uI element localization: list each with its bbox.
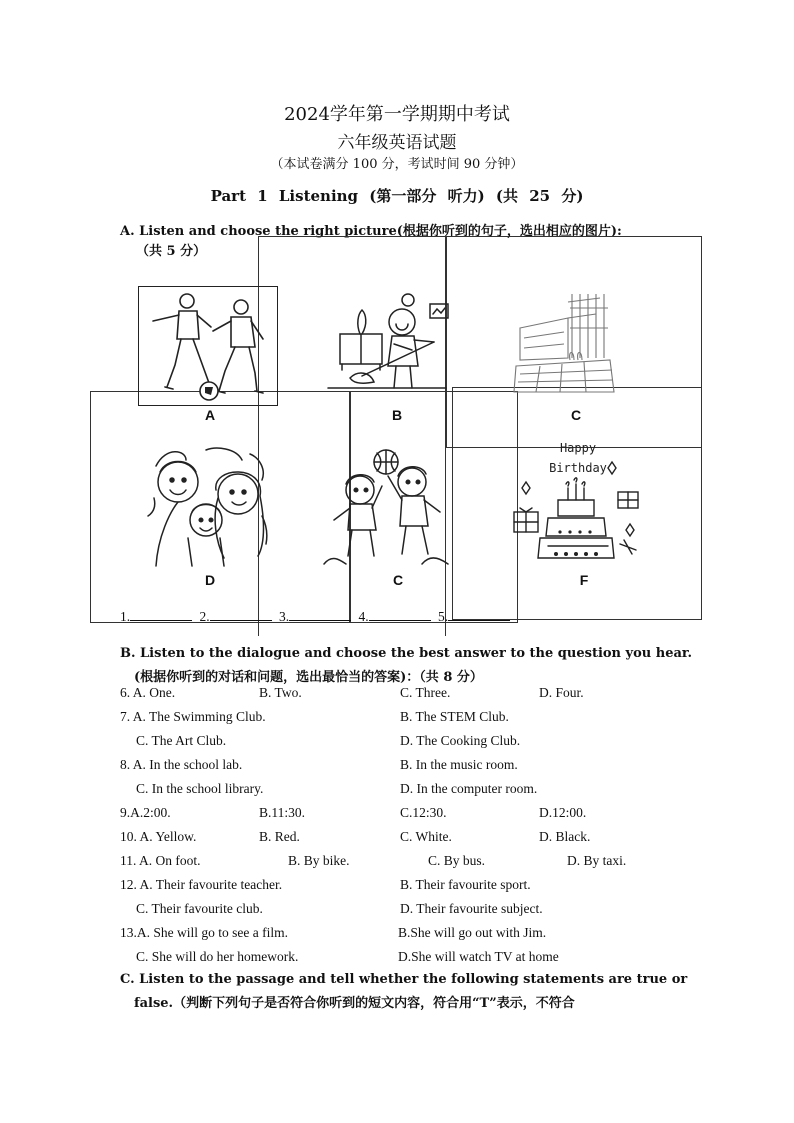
question-option[interactable]: D. The Cooking Club.	[400, 733, 521, 748]
question-option-a[interactable]: C. The Art Club.	[136, 733, 227, 748]
football-players-icon	[139, 287, 277, 405]
question-option[interactable]: C. Three.	[400, 685, 451, 700]
picture-label-c: C	[570, 407, 582, 423]
section-c-instruction: C. Listen to the passage and tell whether the following statements are true or	[120, 972, 688, 987]
question-option-a[interactable]: 9.A.2:00.	[120, 805, 171, 820]
exam-title: 2024学年第一学期期中考试	[284, 104, 510, 125]
blank-1-label: 1.	[120, 609, 131, 624]
question-option[interactable]: D. Their favourite subject.	[400, 901, 543, 916]
picture-d	[146, 446, 270, 570]
swimming-pool-icon	[510, 288, 616, 394]
exam-subtitle: 六年级英语试题	[337, 133, 457, 153]
blank-2-label: 2.	[199, 609, 210, 624]
question-option[interactable]: C.12:30.	[400, 805, 447, 820]
question-option[interactable]: C. White.	[400, 829, 452, 844]
question-option[interactable]: D. Black.	[539, 829, 591, 844]
picture-label-f: F	[579, 572, 589, 588]
question-option[interactable]: D.She will watch TV at home	[398, 949, 559, 964]
question-option[interactable]: B. Red.	[259, 829, 300, 844]
cake-text-birthday: Birthday	[549, 461, 607, 475]
question-option[interactable]: B. By bike.	[288, 853, 350, 868]
question-option[interactable]: D. Four.	[539, 685, 584, 700]
section-a-points: （共 5 分）	[136, 244, 207, 259]
boys-playing-ball-icon	[322, 446, 452, 568]
picture-f	[508, 438, 646, 566]
blank-5[interactable]	[448, 608, 510, 621]
question-option[interactable]: B. The STEM Club.	[400, 709, 509, 724]
section-a-instruction: A. Listen and choose the right picture(根据你听到的句子，选出相应的图片):	[120, 224, 622, 239]
question-option-a[interactable]: 6. A. One.	[120, 685, 176, 700]
exam-note: （本试卷满分 100 分，考试时间 90 分钟）	[270, 157, 524, 172]
question-option[interactable]: D. By taxi.	[567, 853, 627, 868]
blank-4-label: 4.	[358, 609, 369, 624]
question-option[interactable]: C. By bus.	[428, 853, 486, 868]
question-option-a[interactable]: C. Their favourite club.	[136, 901, 263, 916]
family-portrait-icon	[146, 446, 270, 570]
question-option[interactable]: B.She will go out with Jim.	[398, 925, 547, 940]
cake-text-happy: Happy	[559, 441, 597, 455]
question-option[interactable]: D. In the computer room.	[400, 781, 538, 796]
picture-label-b: B	[391, 407, 403, 423]
question-option-a[interactable]: 8. A. In the school lab.	[120, 757, 243, 772]
picture-label-d: D	[204, 572, 216, 588]
question-option[interactable]: B. Their favourite sport.	[400, 877, 531, 892]
answer-blanks	[120, 608, 514, 625]
question-option-a[interactable]: 12. A. Their favourite teacher.	[120, 877, 283, 892]
blank-3-label: 3.	[279, 609, 290, 624]
section-c-instruction-2: false.（判断下列句子是否符合你听到的短文内容，符合用“T”表示，不符合	[134, 996, 575, 1011]
picture-e	[322, 446, 452, 568]
question-option-a[interactable]: 13.A. She will go to see a film.	[120, 925, 288, 940]
question-option-a[interactable]: C. She will do her homework.	[136, 949, 299, 964]
part-title: Part 1 Listening (第一部分 听力) (共 25 分)	[210, 187, 584, 205]
question-option[interactable]: D.12:00.	[539, 805, 587, 820]
blank-2[interactable]	[210, 608, 272, 621]
question-option[interactable]: B.11:30.	[259, 805, 306, 820]
picture-b	[322, 292, 452, 392]
picture-label-a: A	[204, 407, 216, 423]
question-option-a[interactable]: C. In the school library.	[136, 781, 264, 796]
question-option-a[interactable]: 11. A. On foot.	[120, 853, 201, 868]
blank-3[interactable]	[289, 608, 351, 621]
section-b-points: (根据你听到的对话和问题，选出最恰当的答案)：（共 8 分）	[134, 670, 483, 685]
question-option-a[interactable]: 10. A. Yellow.	[120, 829, 197, 844]
picture-label-e: C	[392, 572, 404, 588]
blank-1[interactable]	[130, 608, 192, 621]
question-option-a[interactable]: 7. A. The Swimming Club.	[120, 709, 266, 724]
blank-4[interactable]	[369, 608, 431, 621]
girl-sweeping-icon	[322, 292, 452, 392]
question-option[interactable]: B. Two.	[259, 685, 302, 700]
question-option[interactable]: B. In the music room.	[400, 757, 518, 772]
blank-5-label: 5.	[438, 609, 449, 624]
section-b-instruction: B. Listen to the dialogue and choose the best answer to the question you hear.	[120, 646, 693, 661]
birthday-cake-icon	[508, 438, 646, 566]
picture-a	[138, 286, 278, 406]
picture-c	[510, 288, 616, 394]
